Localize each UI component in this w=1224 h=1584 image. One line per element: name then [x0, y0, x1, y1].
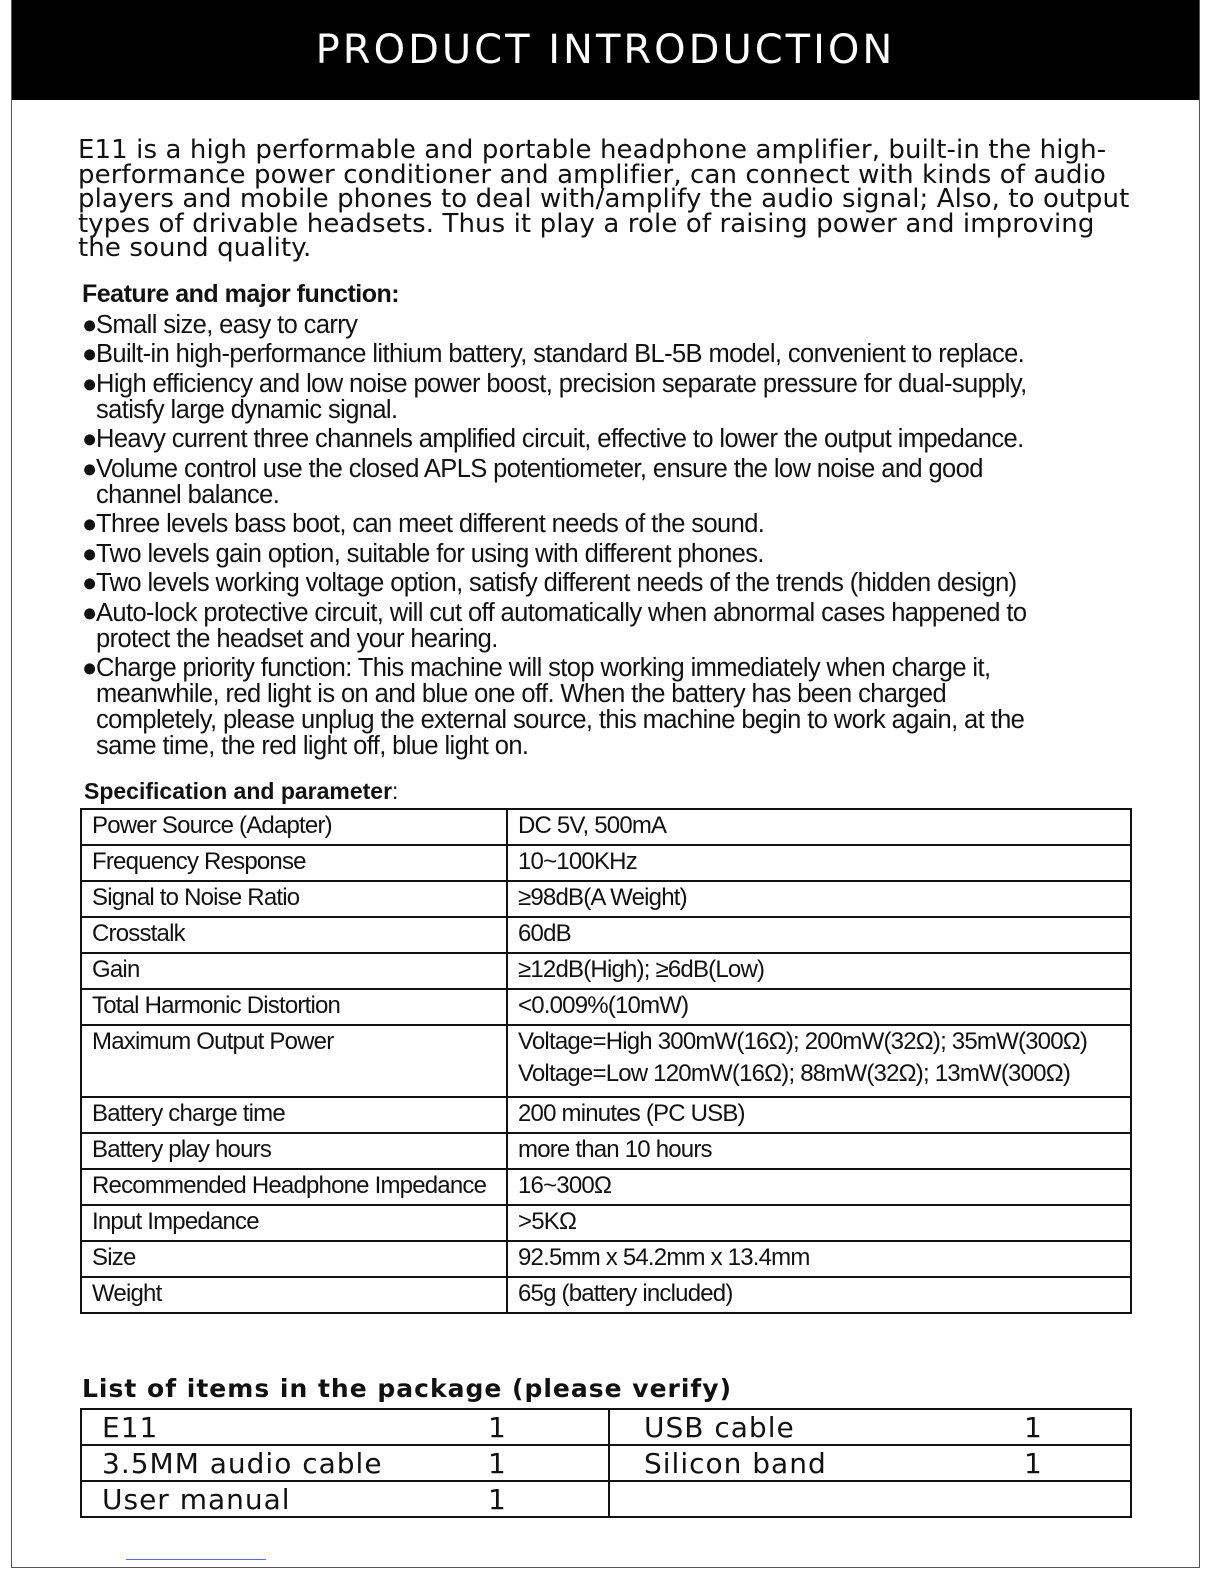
feature-text: satisfy large dynamic signal. — [96, 395, 398, 424]
package-row — [81, 1445, 1131, 1481]
spec-label — [81, 989, 507, 1025]
intro-line: types of drivable headsets. Thus it play a role of raising power and improving — [78, 208, 1095, 239]
spec-row — [81, 989, 1131, 1025]
feature-item — [82, 371, 1162, 423]
bullet-icon: ● — [82, 454, 97, 483]
bullet-icon: ● — [82, 598, 97, 627]
package-item: USB cable — [609, 1409, 1024, 1445]
spec-label — [81, 1277, 507, 1313]
spec-row — [81, 917, 1131, 953]
package-quantity: 1 — [1024, 1409, 1131, 1445]
spec-value-text: >5KΩ — [518, 1208, 577, 1235]
spec-label-text: Input Impedance — [92, 1208, 259, 1235]
spec-label-text: Battery play hours — [92, 1136, 272, 1163]
spec-value-text: more than 10 hours — [518, 1136, 712, 1163]
spec-label-text: Crosstalk — [92, 920, 185, 947]
feature-text: Heavy current three channels amplified circuit, effective to lower the output impedance. — [96, 425, 1024, 453]
spec-value — [507, 1277, 1131, 1313]
spec-row — [81, 1025, 1131, 1097]
package-quantity: 1 — [488, 1409, 609, 1445]
spec-row — [81, 1169, 1131, 1205]
spec-row — [81, 1205, 1131, 1241]
bullet-icon: ● — [82, 425, 97, 453]
feature-text: channel balance. — [96, 480, 280, 509]
package-item: Silicon band — [609, 1445, 1024, 1481]
spec-heading-text: Specification and parameter — [84, 778, 393, 804]
spec-label-text: Power Source (Adapter) — [92, 812, 332, 839]
package-item: E11 — [81, 1409, 488, 1445]
package-quantity: 1 — [488, 1445, 609, 1481]
features-section — [82, 280, 1162, 759]
spec-label — [81, 1169, 507, 1205]
spec-label-text: Battery charge time — [92, 1100, 285, 1127]
spec-row — [81, 1133, 1131, 1169]
spec-value — [507, 1025, 1131, 1097]
spec-label — [81, 1097, 507, 1133]
bullet-icon: ● — [82, 340, 97, 368]
spec-label-text: Recommended Headphone Impedance — [92, 1172, 487, 1199]
package-item — [609, 1481, 1024, 1517]
spec-row — [81, 845, 1131, 881]
package-quantity — [1024, 1481, 1131, 1517]
manual-page — [11, 0, 1200, 1568]
feature-text: same time, the red light off, blue light on. — [96, 732, 529, 760]
feature-item — [82, 600, 1162, 652]
bullet-icon: ● — [82, 369, 97, 398]
spec-heading — [84, 778, 398, 805]
spec-label-text: Signal to Noise Ratio — [92, 884, 300, 911]
spec-label — [81, 953, 507, 989]
feature-text: High efficiency and low noise power boost, precision separate pressure for dual-supply, — [96, 369, 1027, 398]
spec-value — [507, 881, 1131, 917]
intro-line: performance power conditioner and amplifier, can connect with kinds of audio — [78, 159, 1106, 190]
feature-item — [82, 312, 1162, 338]
feature-text: Volume control use the closed APLS potentiometer, ensure the low noise and good — [96, 454, 983, 483]
page-header — [12, 0, 1199, 100]
bullet-icon: ● — [82, 654, 97, 682]
spec-label-text: Size — [92, 1244, 136, 1271]
spec-label — [81, 1241, 507, 1277]
feature-item — [82, 541, 1162, 567]
bullet-icon: ● — [82, 310, 97, 339]
feature-text: Two levels gain option, suitable for using with different phones. — [96, 539, 764, 568]
intro-line: the sound quality. — [78, 233, 312, 263]
feature-text: meanwhile, red light is on and blue one off. When the battery has been charged — [96, 680, 947, 708]
spec-value-text: 200 minutes (PC USB) — [518, 1100, 745, 1127]
spec-value-text: 60dB — [518, 920, 571, 947]
feature-item — [82, 456, 1162, 508]
spec-label — [81, 881, 507, 917]
bullet-icon: ● — [82, 539, 97, 568]
feature-text: Three levels bass boot, can meet different needs of the sound. — [96, 510, 765, 538]
feature-list — [82, 312, 1162, 760]
spec-row — [81, 1097, 1131, 1133]
feature-item — [82, 511, 1162, 537]
feature-text: Small size, easy to carry — [96, 310, 358, 339]
bullet-icon: ● — [82, 510, 97, 538]
spec-value — [507, 1133, 1131, 1169]
feature-text: protect the headset and your hearing. — [96, 624, 498, 653]
spec-label-text: Gain — [92, 956, 140, 983]
spec-value-text: 16~300Ω — [518, 1172, 612, 1199]
spec-value-text: <0.009%(10mW) — [518, 992, 689, 1019]
spec-heading-colon: : — [392, 778, 399, 804]
spec-label-text: Total Harmonic Distortion — [92, 992, 341, 1019]
footer-divider — [126, 1559, 266, 1560]
spec-value — [507, 1097, 1131, 1133]
feature-text: Built-in high-performance lithium battery, standard BL-5B model, convenient to replace. — [96, 340, 1025, 368]
package-row — [81, 1409, 1131, 1445]
spec-value — [507, 1241, 1131, 1277]
spec-value — [507, 917, 1131, 953]
intro-line: E11 is a high performable and portable headphone amplifier, built-in the high- — [78, 135, 1107, 165]
features-heading: Feature and major function: — [82, 280, 400, 308]
spec-table — [80, 808, 1132, 1314]
spec-value — [507, 953, 1131, 989]
spec-label — [81, 809, 507, 845]
spec-row — [81, 809, 1131, 845]
feature-text: completely, please unplug the external source, this machine begin to work again, at the — [96, 706, 1025, 734]
spec-value — [507, 989, 1131, 1025]
feature-text: Auto-lock protective circuit, will cut off automatically when abnormal cases happened to — [96, 598, 1027, 627]
spec-label — [81, 917, 507, 953]
spec-value — [507, 1169, 1131, 1205]
spec-value-text: Voltage=Low 120mW(16Ω); 88mW(32Ω); 13mW(300Ω) — [518, 1060, 1071, 1087]
page-title: PRODUCT INTRODUCTION — [315, 27, 896, 73]
spec-value-text: 65g (battery included) — [518, 1280, 733, 1307]
spec-row — [81, 953, 1131, 989]
feature-item — [82, 570, 1162, 596]
spec-label-text: Weight — [92, 1280, 162, 1307]
spec-value-text: ≥12dB(High); ≥6dB(Low) — [518, 956, 765, 983]
package-quantity: 1 — [488, 1481, 609, 1517]
bullet-icon: ● — [82, 569, 97, 597]
spec-row — [81, 1277, 1131, 1313]
package-heading: List of items in the package (please verify) — [82, 1374, 733, 1403]
spec-value-text: DC 5V, 500mA — [518, 812, 667, 839]
spec-value — [507, 1205, 1131, 1241]
spec-label — [81, 1205, 507, 1241]
package-table — [80, 1408, 1132, 1518]
spec-label-text: Maximum Output Power — [92, 1028, 334, 1055]
spec-label — [81, 845, 507, 881]
feature-item — [82, 341, 1162, 367]
feature-text: Two levels working voltage option, satisfy different needs of the trends (hidden design) — [96, 569, 1017, 597]
spec-value-text: ≥98dB(A Weight) — [518, 884, 687, 911]
spec-label — [81, 1133, 507, 1169]
intro-line: players and mobile phones to deal with/amplify the audio signal; Also, to output — [78, 184, 1130, 214]
spec-value — [507, 809, 1131, 845]
feature-item — [82, 426, 1162, 452]
spec-label-text: Frequency Response — [92, 848, 306, 875]
intro-paragraph — [78, 135, 1148, 263]
spec-value-text: Voltage=High 300mW(16Ω); 200mW(32Ω); 35mW(300Ω) — [518, 1028, 1088, 1055]
package-item: 3.5MM audio cable — [81, 1445, 488, 1481]
package-quantity: 1 — [1024, 1445, 1131, 1481]
feature-item — [82, 655, 1162, 759]
package-item: User manual — [81, 1481, 488, 1517]
spec-row — [81, 881, 1131, 917]
spec-value — [507, 845, 1131, 881]
spec-label — [81, 1025, 507, 1097]
feature-text: Charge priority function: This machine will stop working immediately when charge it, — [96, 654, 991, 682]
package-row — [81, 1481, 1131, 1517]
spec-value-text: 92.5mm x 54.2mm x 13.4mm — [518, 1244, 810, 1271]
spec-value-text: 10~100KHz — [518, 848, 637, 875]
spec-row — [81, 1241, 1131, 1277]
